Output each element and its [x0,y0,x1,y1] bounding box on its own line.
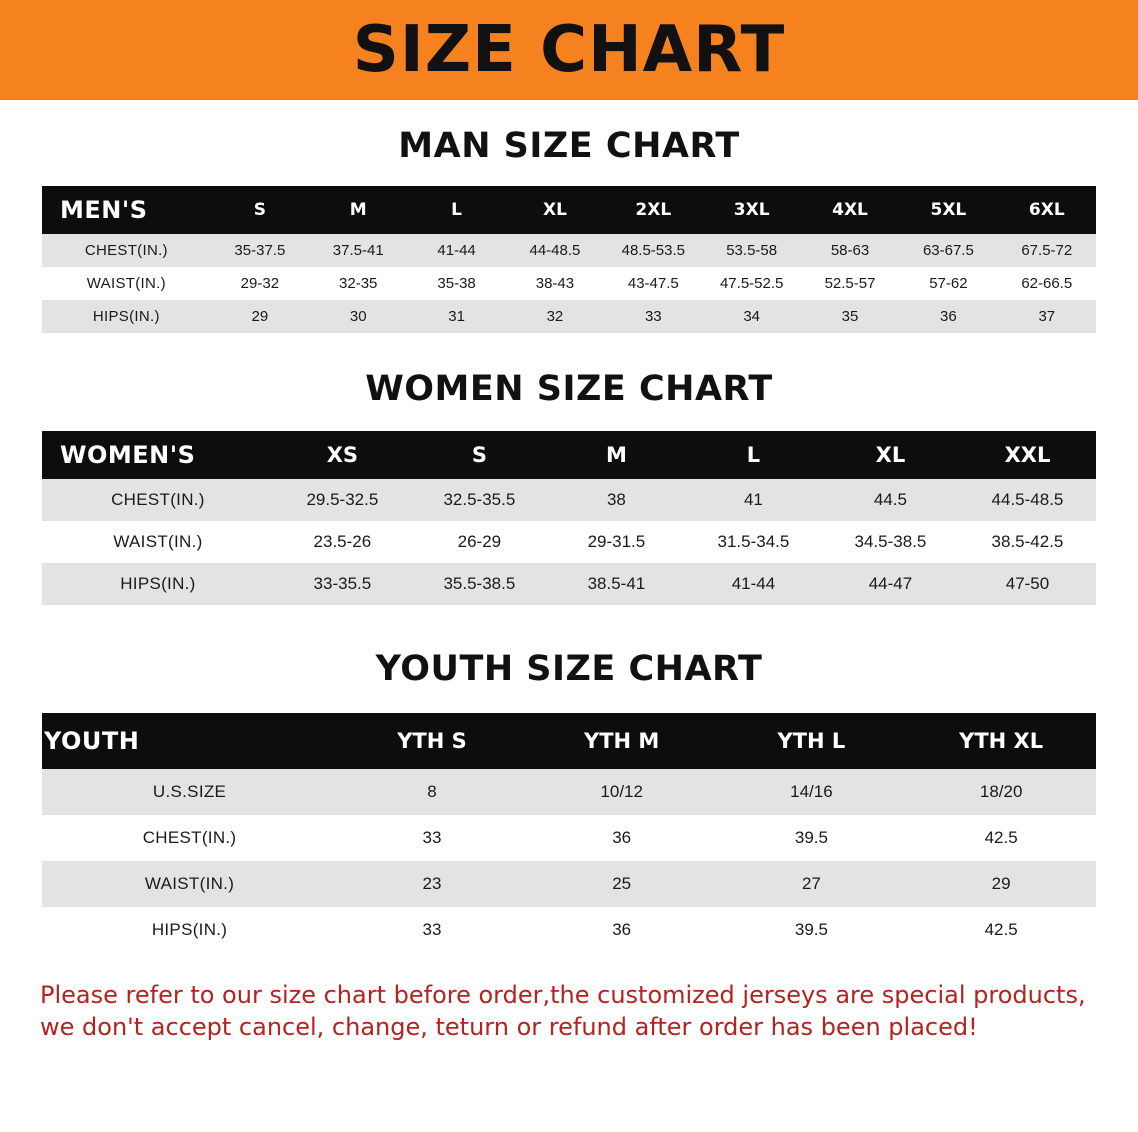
man-row-label: CHEST(IN.) [42,234,211,267]
women-cell: 38.5-42.5 [959,521,1096,563]
women-cell: 41-44 [685,563,822,605]
women-cell: 23.5-26 [274,521,411,563]
youth-cell: 33 [337,907,527,953]
youth-cell: 27 [717,861,907,907]
youth-cell: 36 [527,907,717,953]
table-row [42,815,1096,861]
youth-cell: 33 [337,815,527,861]
man-size-header: 2XL [604,186,702,234]
man-cell: 35-38 [407,267,505,300]
man-cell: 44-48.5 [506,234,604,267]
man-size-header: XL [506,186,604,234]
man-size-header: 4XL [801,186,899,234]
man-cell: 32 [506,300,604,333]
women-size-header: L [685,431,822,479]
youth-size-header: YTH M [527,713,717,769]
man-cell: 57-62 [899,267,997,300]
man-cell: 35-37.5 [211,234,309,267]
man-size-header: 3XL [702,186,800,234]
women-corner-label: WOMEN'S [42,431,274,479]
man-cell: 29 [211,300,309,333]
youth-size-header: YTH L [717,713,907,769]
man-cell: 36 [899,300,997,333]
man-size-header: S [211,186,309,234]
man-cell: 35 [801,300,899,333]
man-size-header: 6XL [998,186,1096,234]
man-cell: 52.5-57 [801,267,899,300]
women-cell: 32.5-35.5 [411,479,548,521]
man-size-header: 5XL [899,186,997,234]
table-header-row [42,186,1096,234]
women-cell: 44.5-48.5 [959,479,1096,521]
man-section-heading: MAN SIZE CHART [398,126,740,166]
man-cell: 29-32 [211,267,309,300]
page-title: SIZE CHART [352,13,786,87]
man-size-header: M [309,186,407,234]
women-cell: 38 [548,479,685,521]
women-cell: 26-29 [411,521,548,563]
women-cell: 35.5-38.5 [411,563,548,605]
women-row-label: WAIST(IN.) [42,521,274,563]
man-cell: 41-44 [407,234,505,267]
youth-row-label: WAIST(IN.) [42,861,337,907]
table-row [42,234,1096,267]
man-cell: 31 [407,300,505,333]
man-cell: 37.5-41 [309,234,407,267]
women-cell: 33-35.5 [274,563,411,605]
women-cell: 47-50 [959,563,1096,605]
youth-cell: 36 [527,815,717,861]
youth-size-header: YTH XL [906,713,1096,769]
man-cell: 32-35 [309,267,407,300]
table-header-row [42,431,1096,479]
man-corner-label: MEN'S [42,186,211,234]
youth-section-heading: YOUTH SIZE CHART [375,649,763,689]
women-row-label: CHEST(IN.) [42,479,274,521]
man-table-header [42,186,1096,234]
women-size-header: S [411,431,548,479]
women-size-header: XL [822,431,959,479]
women-size-header: XXL [959,431,1096,479]
women-size-table [42,431,1096,605]
women-cell: 29.5-32.5 [274,479,411,521]
man-cell: 37 [998,300,1096,333]
man-cell: 58-63 [801,234,899,267]
youth-row-label: U.S.SIZE [42,769,337,815]
table-row [42,521,1096,563]
table-row [42,300,1096,333]
women-cell: 29-31.5 [548,521,685,563]
table-row [42,479,1096,521]
women-table-header [42,431,1096,479]
man-cell: 67.5-72 [998,234,1096,267]
disclaimer-text [40,979,1098,1044]
youth-size-table [42,713,1096,953]
youth-row-label: HIPS(IN.) [42,907,337,953]
women-section-heading: WOMEN SIZE CHART [365,369,773,409]
man-size-table-wrapper [42,186,1096,333]
women-cell: 38.5-41 [548,563,685,605]
youth-cell: 42.5 [906,907,1096,953]
page-banner [0,0,1138,100]
women-cell: 44-47 [822,563,959,605]
man-cell: 33 [604,300,702,333]
youth-size-table-wrapper [42,713,1096,953]
youth-table-body [42,769,1096,953]
women-size-table-wrapper [42,431,1096,605]
youth-cell: 18/20 [906,769,1096,815]
man-cell: 30 [309,300,407,333]
youth-cell: 39.5 [717,907,907,953]
women-cell: 44.5 [822,479,959,521]
youth-row-label: CHEST(IN.) [42,815,337,861]
women-table-body [42,479,1096,605]
table-header-row [42,713,1096,769]
man-cell: 43-47.5 [604,267,702,300]
table-row [42,861,1096,907]
table-row [42,769,1096,815]
women-row-label: HIPS(IN.) [42,563,274,605]
youth-cell: 29 [906,861,1096,907]
table-row [42,563,1096,605]
man-cell: 63-67.5 [899,234,997,267]
table-row [42,267,1096,300]
man-cell: 62-66.5 [998,267,1096,300]
man-cell: 48.5-53.5 [604,234,702,267]
man-cell: 53.5-58 [702,234,800,267]
man-row-label: HIPS(IN.) [42,300,211,333]
youth-cell: 14/16 [717,769,907,815]
women-size-header: M [548,431,685,479]
youth-table-header [42,713,1096,769]
youth-cell: 23 [337,861,527,907]
women-cell: 41 [685,479,822,521]
youth-cell: 25 [527,861,717,907]
table-row [42,907,1096,953]
disclaimer-line-1: Please refer to our size chart before order,the customized jerseys are special products, [40,981,1086,1009]
man-cell: 38-43 [506,267,604,300]
man-size-header: L [407,186,505,234]
man-row-label: WAIST(IN.) [42,267,211,300]
youth-cell: 39.5 [717,815,907,861]
man-cell: 47.5-52.5 [702,267,800,300]
man-table-body [42,234,1096,333]
disclaimer-line-2: we don't accept cancel, change, teturn or refund after order has been placed! [40,1013,978,1042]
women-cell: 31.5-34.5 [685,521,822,563]
man-size-table [42,186,1096,333]
youth-size-header: YTH S [337,713,527,769]
youth-cell: 8 [337,769,527,815]
youth-cell: 10/12 [527,769,717,815]
youth-cell: 42.5 [906,815,1096,861]
man-cell: 34 [702,300,800,333]
youth-corner-label: YOUTH [42,713,337,769]
women-cell: 34.5-38.5 [822,521,959,563]
women-size-header: XS [274,431,411,479]
